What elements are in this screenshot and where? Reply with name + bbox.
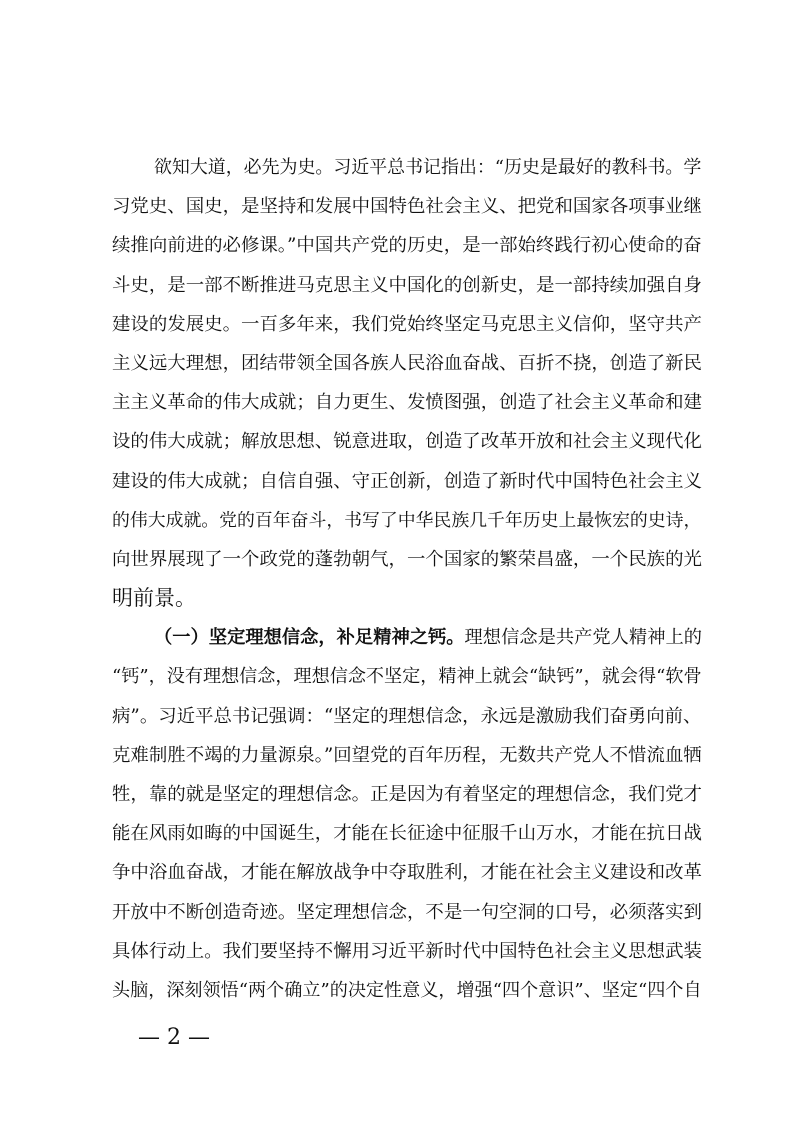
section-heading: （一）坚定理想信念，补足精神之钙。 [154,627,465,649]
text-line: 主主义革命的伟大成就；自力更生、发愤图强，创造了社会主义革命和建 [112,392,702,414]
text-line: 头脑，深刻领悟“两个确立”的决定性意义，增强“四个意识”、坚定“四个自 [112,979,702,1001]
text-line: 能在风雨如晦的中国诞生，才能在长征途中征服千山万水，才能在抗日战 [112,823,702,845]
heading-line-rest: 理想信念是共产党人精神上的 [464,627,702,649]
text-line: 病”。习近平总书记强调：“坚定的理想信念，永远是激励我们奋勇向前、 [112,705,702,727]
text-line: 向世界展现了一个政党的蓬勃朝气，一个国家的繁荣昌盛，一个民族的光 [112,548,702,570]
paragraph-history [112,148,702,618]
text-line: 建设的伟大成就；自信自强、守正创新，创造了新时代中国特色社会主义 [112,470,702,492]
text-line [112,618,702,657]
text-line: 习党史、国史，是坚持和发展中国特色社会主义、把党和国家各项事业继 [112,196,702,218]
text-line: 主义远大理想，团结带领全国各族人民浴血奋战、百折不挠，创造了新民 [112,352,702,374]
body-text [112,148,702,1010]
text-line: 的伟大成就。党的百年奋斗，书写了中华民族几千年历史上最恢宏的史诗， [112,509,702,531]
text-line: “钙”，没有理想信念，理想信念不坚定，精神上就会“缺钙”，就会得“软骨 [112,666,702,688]
text-line: 牲，靠的就是坚定的理想信念。正是因为有着坚定的理想信念，我们党才 [112,784,702,805]
paragraph-ideals [112,618,702,1010]
page-number: — 2 — [138,1025,210,1050]
text-line: 明前景。 [112,586,196,611]
text-line: 设的伟大成就；解放思想、锐意进取，创造了改革开放和社会主义现代化 [112,431,702,453]
text-line: 争中浴血奋战，才能在解放战争中夺取胜利，才能在社会主义建设和改革 [112,862,702,884]
text-line: 具体行动上。我们要坚持不懈用习近平新时代中国特色社会主义思想武装 [112,940,702,962]
text-line: 克难制胜不竭的力量源泉。”回望党的百年历程，无数共产党人不惜流血牺 [112,744,702,766]
text-line: 续推向前进的必修课。”中国共产党的历史，是一部始终践行初心使命的奋 [112,235,702,257]
text-line: 斗史，是一部不断推进马克思主义中国化的创新史，是一部持续加强自身 [112,274,702,296]
text-line: 开放中不断创造奇迹。坚定理想信念，不是一句空洞的口号，必须落实到 [112,901,702,923]
text-line: 欲知大道，必先为史。习近平总书记指出：“历史是最好的教科书。学 [154,157,702,178]
text-line: 建设的发展史。一百多年来，我们党始终坚定马克思主义信仰，坚守共产 [112,313,702,335]
